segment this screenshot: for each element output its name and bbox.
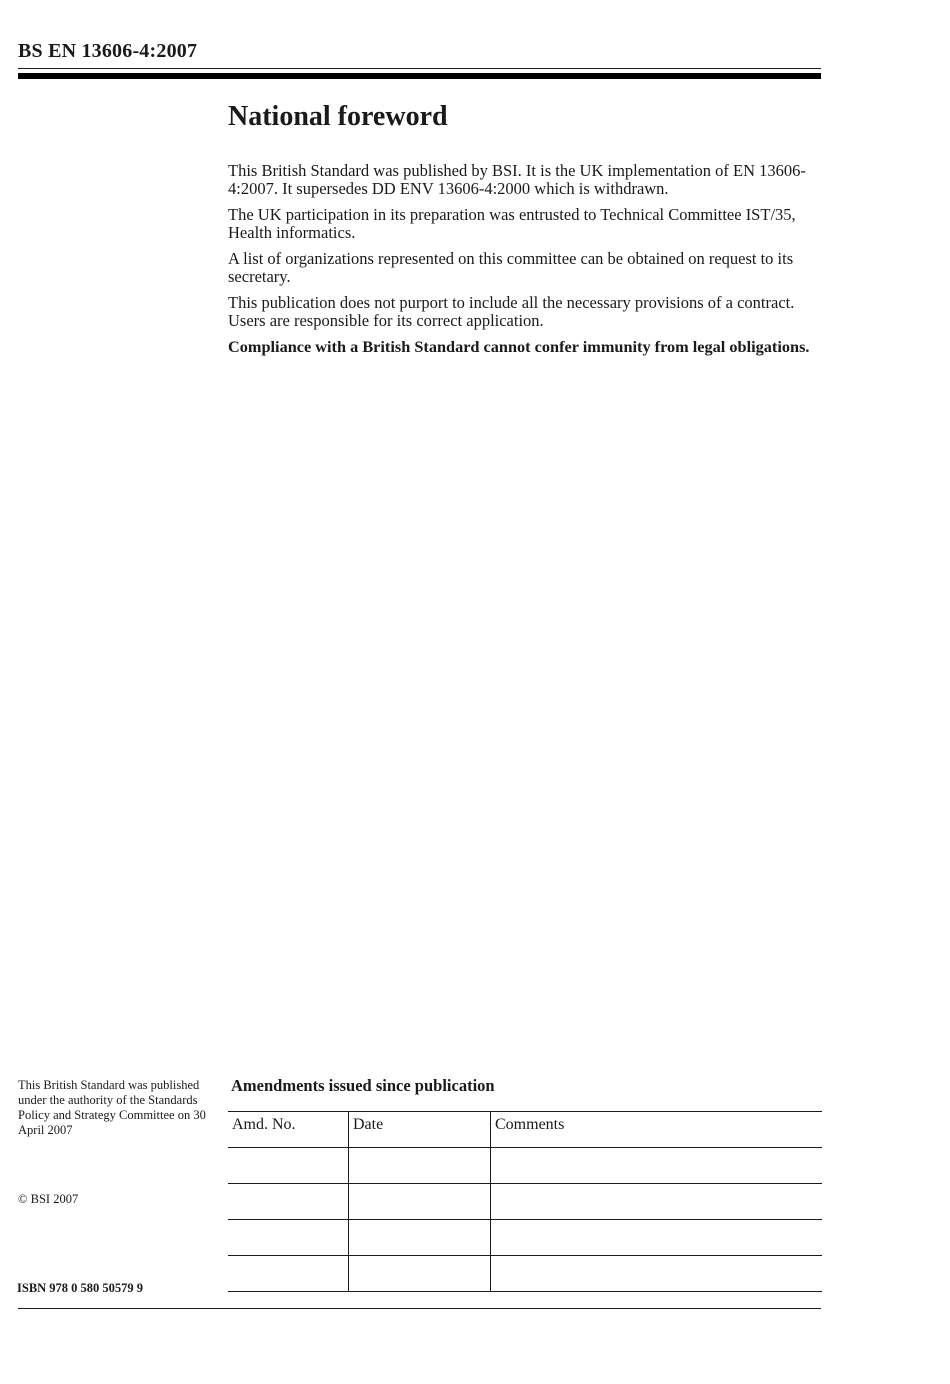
table-cell [228, 1184, 349, 1220]
table-row [228, 1256, 822, 1292]
foreword-paragraph: This publication does not purport to include all the necessary provisions of a contract. Users are responsible for its correct application. [228, 292, 795, 330]
header-rule-thin [18, 68, 821, 69]
table-cell [349, 1148, 491, 1184]
footer-rule [18, 1308, 821, 1309]
compliance-statement: Compliance with a British Standard cannot confer immunity from legal obligations. [228, 336, 810, 356]
table-row [228, 1148, 822, 1184]
table-header-row [228, 1112, 822, 1148]
table-row [228, 1220, 822, 1256]
table-cell [491, 1220, 823, 1256]
amendments-table [228, 1111, 822, 1292]
header-rule-thick [18, 73, 821, 79]
table-cell [491, 1256, 823, 1292]
table-cell [349, 1220, 491, 1256]
column-header-amd-no: Amd. No. [228, 1112, 349, 1148]
foreword-paragraph: This British Standard was published by BSI. It is the UK implementation of EN 13606-4:2007. It supersedes DD ENV 13606-4:2000 which is withdrawn. [228, 160, 806, 198]
table-cell [228, 1256, 349, 1292]
table-cell [491, 1184, 823, 1220]
table-cell [228, 1148, 349, 1184]
page-title: National foreword [228, 101, 448, 132]
table-cell [349, 1256, 491, 1292]
column-header-comments: Comments [491, 1112, 823, 1148]
table-cell [491, 1148, 823, 1184]
column-header-date: Date [349, 1112, 491, 1148]
copyright-notice: © BSI 2007 [18, 1192, 79, 1206]
foreword-paragraph: The UK participation in its preparation was entrusted to Technical Committee IST/35, Health informatics. [228, 204, 796, 242]
foreword-paragraph: A list of organizations represented on this committee can be obtained on request to its secretary. [228, 248, 794, 286]
publication-note: This British Standard was published under the authority of the Standards Policy and Strategy Committee on 30 April 2007 [18, 1078, 206, 1137]
amendments-title: Amendments issued since publication [231, 1076, 495, 1095]
main-column [228, 100, 822, 364]
isbn-number: ISBN 978 0 580 50579 9 [17, 1281, 144, 1295]
table-cell [349, 1184, 491, 1220]
table-row [228, 1184, 822, 1220]
table-cell [228, 1220, 349, 1256]
document-id: BS EN 13606-4:2007 [18, 40, 198, 62]
